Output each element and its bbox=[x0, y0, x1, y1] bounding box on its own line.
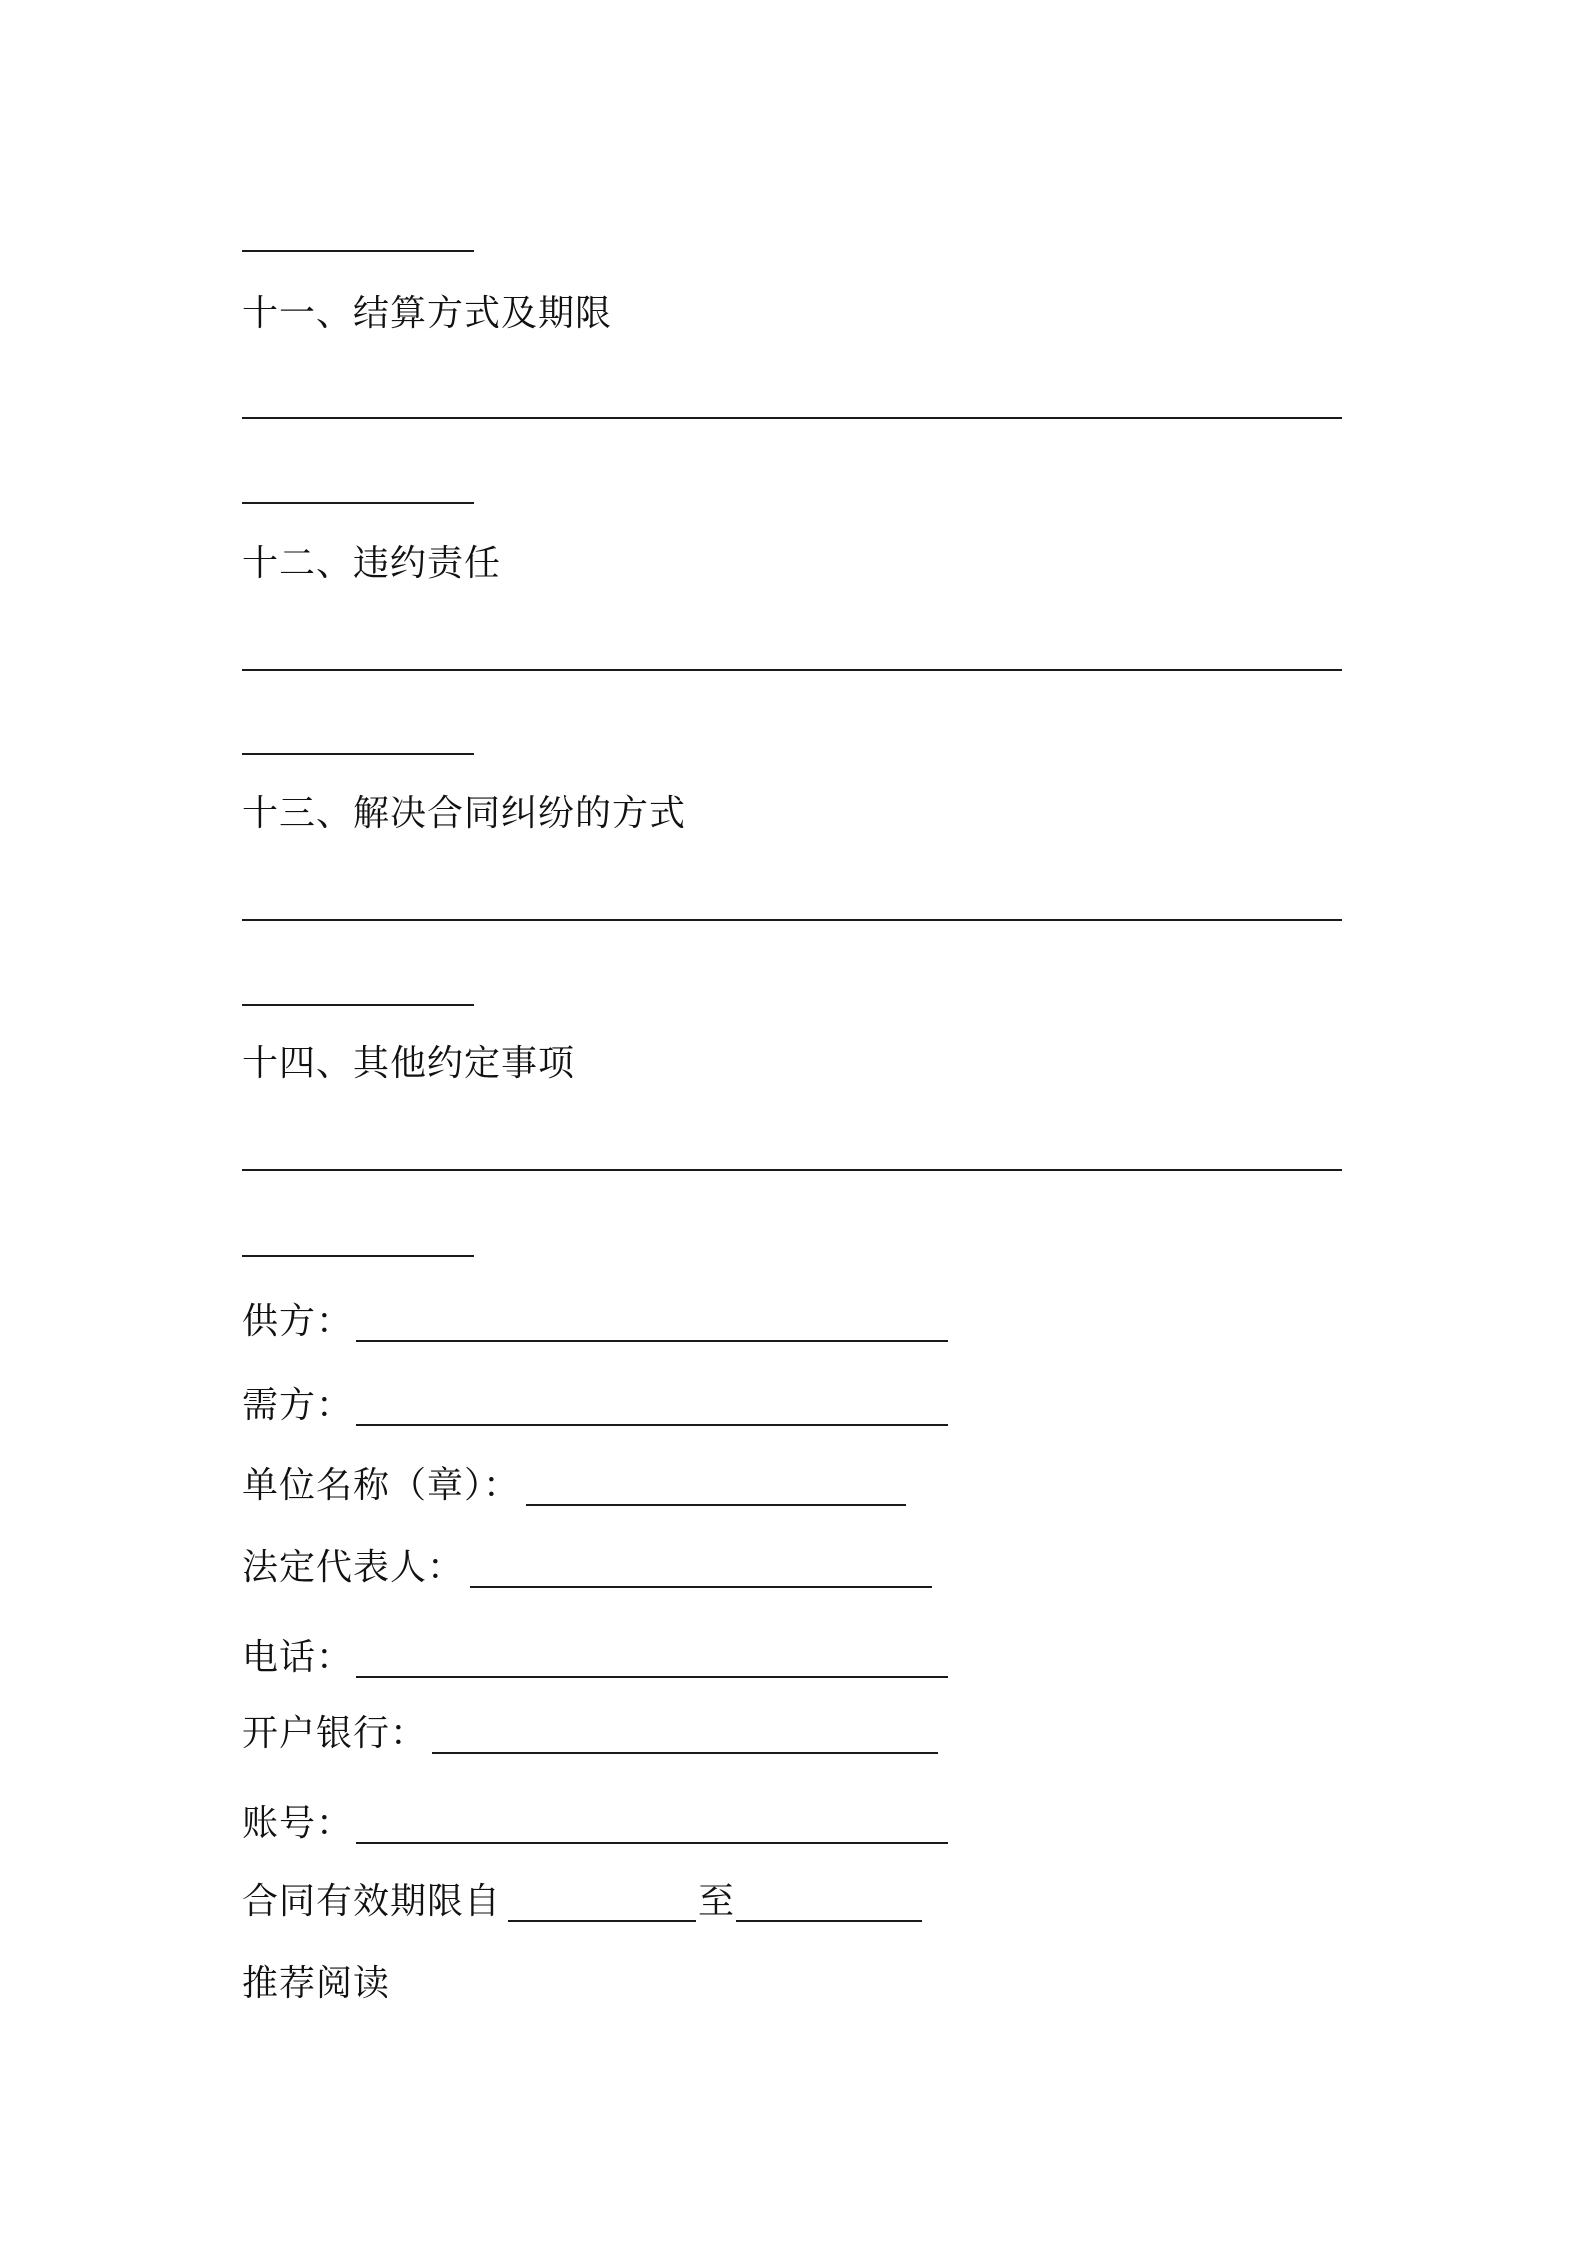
unit-name-label: 单位名称（章）： bbox=[242, 1465, 521, 1506]
unit-name-blank[interactable] bbox=[526, 1504, 906, 1506]
bank-blank[interactable] bbox=[432, 1752, 938, 1754]
blank-line bbox=[242, 1255, 474, 1257]
validity-end-blank[interactable] bbox=[736, 1920, 922, 1922]
bank-field[interactable] bbox=[242, 1712, 942, 1756]
blank-line bbox=[242, 250, 474, 252]
buyer-blank[interactable] bbox=[356, 1424, 948, 1426]
validity-middle: 至 bbox=[698, 1881, 736, 1922]
supplier-blank[interactable] bbox=[356, 1340, 948, 1342]
phone-label: 电话： bbox=[242, 1637, 354, 1678]
blank-line bbox=[242, 502, 474, 504]
bank-label: 开户银行： bbox=[242, 1713, 428, 1754]
blank-line bbox=[242, 1004, 474, 1006]
buyer-field[interactable] bbox=[242, 1384, 952, 1428]
blank-line bbox=[242, 919, 1342, 921]
section-heading-14: 十四、其他约定事项 bbox=[242, 1043, 576, 1084]
legal-rep-blank[interactable] bbox=[470, 1586, 932, 1588]
section-heading-13: 十三、解决合同纠纷的方式 bbox=[242, 793, 687, 834]
blank-line bbox=[242, 753, 474, 755]
blank-line bbox=[242, 417, 1342, 419]
supplier-field[interactable] bbox=[242, 1300, 952, 1344]
validity-prefix: 合同有效期限自 bbox=[242, 1881, 502, 1922]
recommended-reading-link[interactable]: 推荐阅读 bbox=[242, 1963, 391, 2004]
section-heading-12: 十二、违约责任 bbox=[242, 543, 502, 584]
validity-period bbox=[242, 1880, 942, 1924]
blank-line bbox=[242, 669, 1342, 671]
account-label: 账号： bbox=[242, 1803, 354, 1844]
blank-line bbox=[242, 1169, 1342, 1171]
supplier-label: 供方： bbox=[242, 1301, 354, 1342]
buyer-label: 需方： bbox=[242, 1385, 354, 1426]
phone-blank[interactable] bbox=[356, 1676, 948, 1678]
account-field[interactable] bbox=[242, 1802, 952, 1846]
account-blank[interactable] bbox=[356, 1842, 948, 1844]
unit-name-field[interactable] bbox=[242, 1464, 912, 1508]
legal-rep-label: 法定代表人： bbox=[242, 1547, 465, 1588]
section-heading-11: 十一、结算方式及期限 bbox=[242, 293, 613, 334]
legal-rep-field[interactable] bbox=[242, 1546, 932, 1590]
phone-field[interactable] bbox=[242, 1636, 952, 1680]
validity-start-blank[interactable] bbox=[508, 1920, 696, 1922]
